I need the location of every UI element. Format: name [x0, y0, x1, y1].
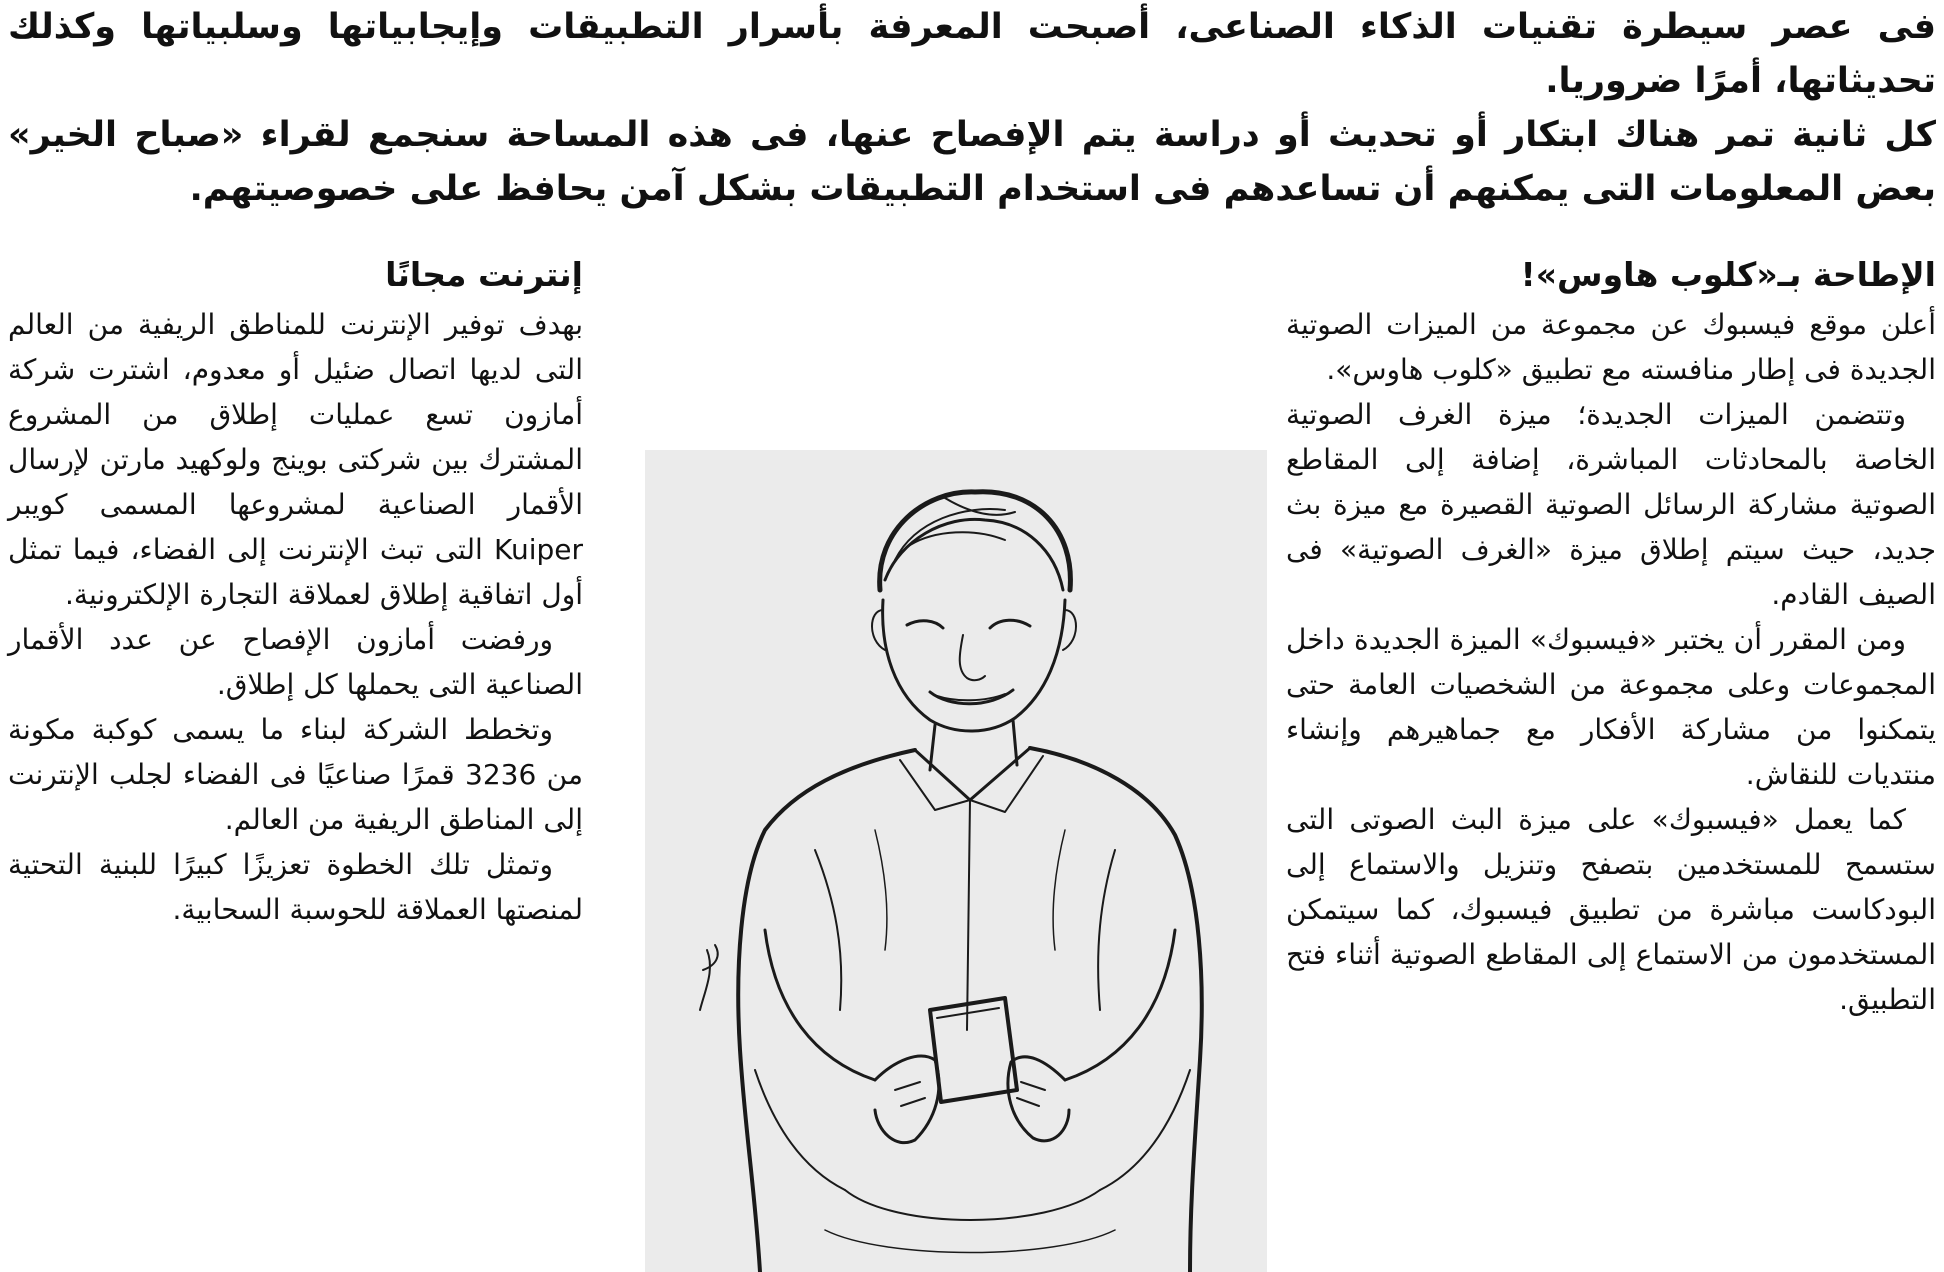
- intro-line-1: فى عصر سيطرة تقنيات الذكاء الصناعى، أصبحت المعرفة بأسرار التطبيقات وإيجابياتها وسلبياتها وكذلك تحديثاتها، أمرًا ضروريا.: [8, 7, 1936, 101]
- article-facebook-clubhouse: [1286, 252, 1936, 1022]
- intro-line-2: كل ثانية تمر هناك ابتكار أو تحديث أو دراسة يتم الإفصاح عنها، فى هذه المساحة سنجمع لقراء «صباح الخير» بعض المعلومات التى يمكنهم أن تساعدهم فى استخدام التطبيقات بشكل آمن يحافظ على خصوصيتهم.: [8, 115, 1936, 209]
- article-paragraph: كما يعمل «فيسبوك» على ميزة البث الصوتى التى ستسمح للمستخدمين بتصفح وتنزيل والاستماع إلى البودكاست مباشرة من تطبيق فيسبوك، كما سيتمكن المستخدمون من الاستماع إلى المقاطع الصوتية أثناء فتح التطبيق.: [1286, 803, 1936, 1016]
- article-paragraph: وتخطط الشركة لبناء ما يسمى كوكبة مكونة من 3236 قمرًا صناعيًا فى الفضاء لجلب الإنترنت إلى المناطق الريفية من العالم.: [8, 713, 583, 836]
- sketch-drawing: [645, 450, 1267, 1272]
- article-paragraph: وتتضمن الميزات الجديدة؛ ميزة الغرف الصوتية الخاصة بالمحادثات المباشرة، إضافة إلى المقاطع الصوتية مشاركة الرسائل الصوتية القصيرة مع ميزة بث جديد، حيث سيتم إطلاق ميزة «الغرف الصوتية» فى الصيف القادم.: [1286, 398, 1936, 611]
- intro-block: [8, 0, 1936, 216]
- article-paragraph: وتمثل تلك الخطوة تعزيزًا كبيرًا للبنية التحتية لمنصتها العملاقة للحوسبة السحابية.: [8, 848, 583, 926]
- article-heading: إنترنت مجانًا: [385, 255, 583, 294]
- article-paragraph: بهدف توفير الإنترنت للمناطق الريفية من العالم التى لديها اتصال ضئيل أو معدوم، اشترت شركة أمازون تسع عمليات إطلاق من المشروع المشترك بين شركتى بوينج ولوكهيد مارتن لإرسال الأقمار الصناعية لمشروعها المسمى كويبر Kuiper التى تبث الإنترنت إلى الفضاء، فيما تمثل أول اتفاقية إطلاق لعملاقة التجارة الإلكترونية.: [8, 308, 583, 611]
- article-paragraph: أعلن موقع فيسبوك عن مجموعة من الميزات الصوتية الجديدة فى إطار منافسته مع تطبيق «كلوب هاوس».: [1286, 308, 1936, 386]
- article-paragraph: ومن المقرر أن يختبر «فيسبوك» الميزة الجديدة داخل المجموعات وعلى مجموعة من الشخصيات العامة حتى يتمكنوا من مشاركة الأفكار مع جماهيرهم وإنشاء منتديات للنقاش.: [1286, 623, 1936, 791]
- article-heading: الإطاحة بـ«كلوب هاوس»!: [1520, 255, 1936, 294]
- sketch-man-using-phone-illustration: [645, 450, 1267, 1272]
- article-paragraph: ورفضت أمازون الإفصاح عن عدد الأقمار الصناعية التى يحملها كل إطلاق.: [8, 623, 583, 701]
- article-free-internet: [8, 252, 583, 932]
